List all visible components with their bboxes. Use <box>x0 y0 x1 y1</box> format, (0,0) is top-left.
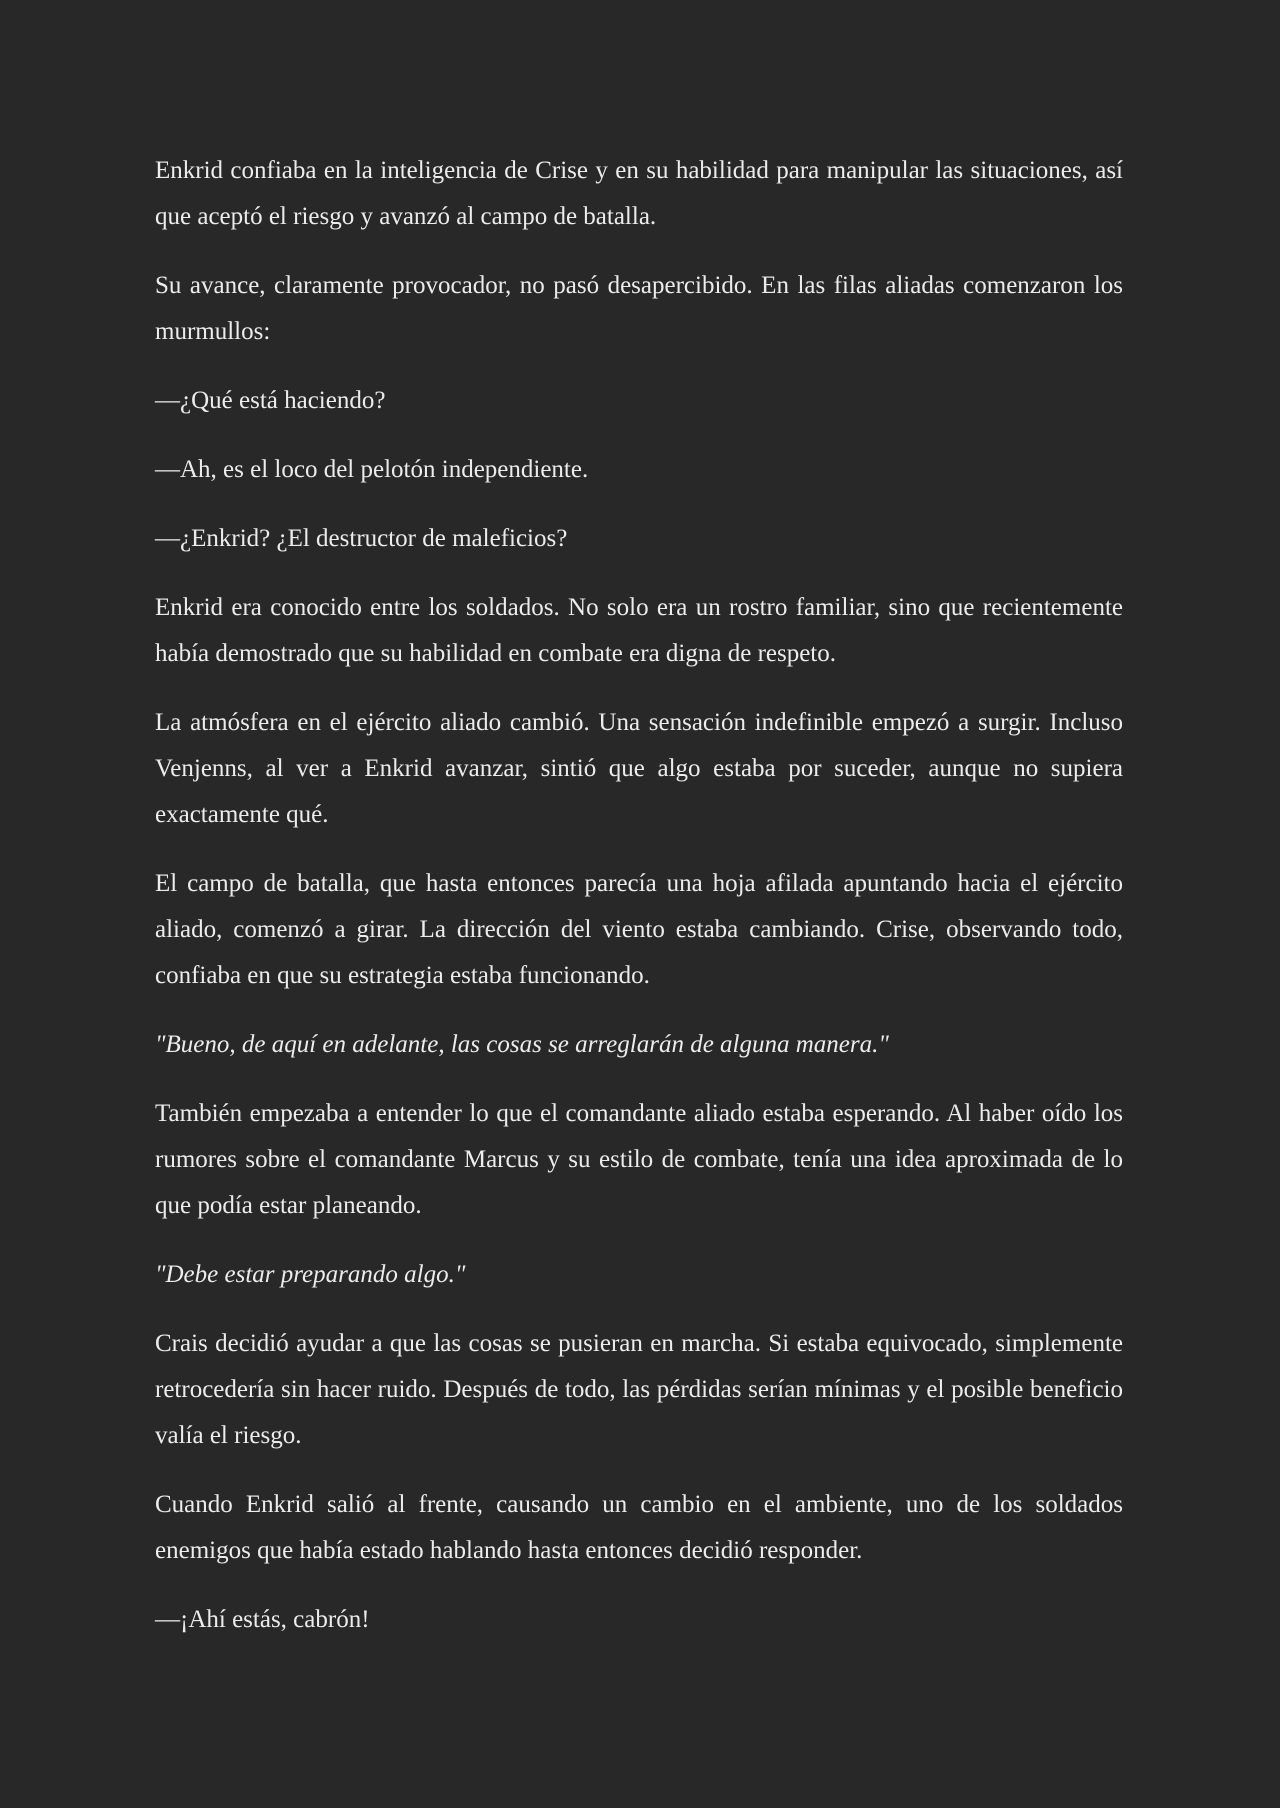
paragraph: Cuando Enkrid salió al frente, causando un cambio en el ambiente, uno de los soldados enemigos que había estado hablando hasta entonces decidió responder. <box>155 1491 1123 1564</box>
dialogue-line: —¿Enkrid? ¿El destructor de maleficios? <box>155 525 568 552</box>
dialogue-line: —Ah, es el loco del pelotón independiente. <box>155 456 589 483</box>
dialogue-line: —¿Qué está haciendo? <box>155 387 386 414</box>
italic-thought: "Bueno, de aquí en adelante, las cosas se arreglarán de alguna manera." <box>155 1031 889 1058</box>
italic-thought: "Debe estar preparando algo." <box>155 1261 466 1288</box>
paragraph: El campo de batalla, que hasta entonces parecía una hoja afilada apuntando hacia el ejército aliado, comenzó a girar. La dirección del viento estaba cambiando. Crise, observando todo, confiaba en que su estrategia estaba funcionando. <box>155 870 1123 989</box>
paragraph: Su avance, claramente provocador, no pasó desapercibido. En las filas aliadas comenzaron los murmullos: <box>155 272 1123 345</box>
paragraph: Enkrid confiaba en la inteligencia de Crise y en su habilidad para manipular las situaciones, así que aceptó el riesgo y avanzó al campo de batalla. <box>155 157 1123 230</box>
paragraph: También empezaba a entender lo que el comandante aliado estaba esperando. Al haber oído los rumores sobre el comandante Marcus y su estilo de combate, tenía una idea aproximada de lo que podía estar planeando. <box>155 1100 1123 1219</box>
paragraph: La atmósfera en el ejército aliado cambió. Una sensación indefinible empezó a surgir. Incluso Venjenns, al ver a Enkrid avanzar, sintió que algo estaba por suceder, aunque no supiera exactamente qué. <box>155 709 1123 828</box>
reader-page <box>155 148 1123 1666</box>
paragraph: Crais decidió ayudar a que las cosas se pusieran en marcha. Si estaba equivocado, simplemente retrocedería sin hacer ruido. Después de todo, las pérdidas serían mínimas y el posible beneficio valía el riesgo. <box>155 1330 1123 1449</box>
dialogue-line: —¡Ahí estás, cabrón! <box>155 1606 370 1633</box>
paragraph: Enkrid era conocido entre los soldados. No solo era un rostro familiar, sino que recientemente había demostrado que su habilidad en combate era digna de respeto. <box>155 594 1123 667</box>
